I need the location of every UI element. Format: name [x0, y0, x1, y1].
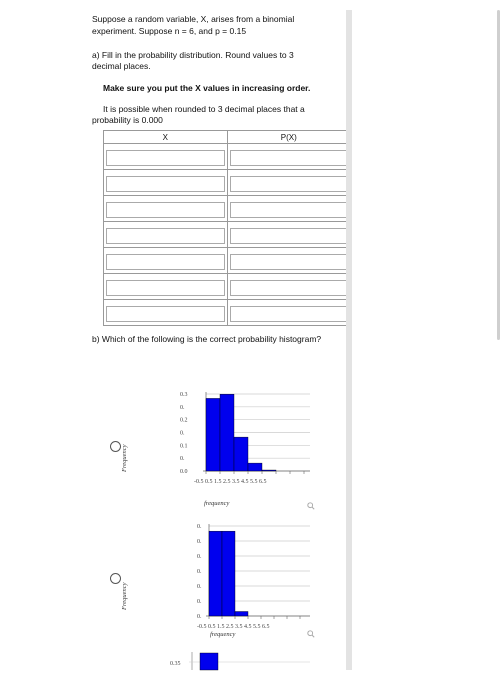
y-tick-label: 0.35	[170, 661, 181, 667]
x-input[interactable]	[106, 254, 225, 270]
zoom-icon[interactable]	[307, 502, 315, 510]
y-tick-label: 0.	[197, 569, 202, 575]
y-tick-label: 0.3	[180, 392, 188, 398]
y-tick-label: 0.2	[180, 417, 188, 424]
instruction-bold: Make sure you put the X values in increasing order.	[103, 83, 311, 93]
y-tick-label: 0.	[197, 599, 202, 605]
y-tick-label: 0.1	[180, 443, 188, 450]
x-input[interactable]	[106, 150, 225, 166]
px-input[interactable]	[230, 202, 349, 218]
histogram-bar	[206, 398, 220, 471]
px-input[interactable]	[230, 254, 349, 270]
option-1-radio[interactable]	[110, 441, 121, 452]
table-row	[104, 222, 351, 248]
option-1-xlabel: frequency	[204, 500, 230, 507]
x-input[interactable]	[106, 306, 225, 322]
histogram-bar	[200, 653, 218, 670]
y-tick-label: 0.	[197, 524, 202, 530]
px-input[interactable]	[230, 280, 349, 296]
x-tick-labels: -0.5 0.5 1.5 2.5 3.5 4.5 5.5 6.5	[194, 479, 267, 485]
px-input[interactable]	[230, 306, 349, 322]
probability-table	[103, 130, 351, 326]
x-tick-labels: -0.5 0.5 1.5 2.5 3.5 4.5 5.5 6.5	[197, 624, 270, 630]
x-input[interactable]	[106, 228, 225, 244]
option-2-xlabel: frequency	[210, 631, 236, 638]
part-a-line2: decimal places.	[92, 61, 151, 71]
column-header-px: P(X)	[227, 131, 351, 144]
x-input[interactable]	[106, 176, 225, 192]
histogram-bar	[235, 612, 248, 617]
px-input[interactable]	[230, 176, 349, 192]
note-line2: probability is 0.000	[92, 115, 163, 125]
y-tick-label: 0.	[197, 539, 202, 545]
table-row	[104, 170, 351, 196]
question-intro-line1: Suppose a random variable, X, arises from a binomial	[92, 14, 295, 24]
option-1-histogram	[170, 384, 315, 486]
y-tick-label: 0.	[197, 614, 202, 620]
x-input[interactable]	[106, 280, 225, 296]
part-b-prompt: b) Which of the following is the correct probability histogram?	[92, 334, 322, 344]
y-tick-label: 0.0	[180, 469, 188, 475]
table-row	[104, 196, 351, 222]
option-3-histogram	[170, 650, 315, 670]
note-line1: It is possible when rounded to 3 decimal places that a	[103, 104, 305, 114]
option-2-histogram	[195, 516, 315, 630]
zoom-icon[interactable]	[307, 630, 315, 638]
y-tick-label: 0.	[197, 554, 202, 560]
option-2-radio[interactable]	[110, 573, 121, 584]
histogram-bar	[248, 463, 262, 471]
content-divider	[346, 10, 352, 670]
option-1-ylabel: Frequency	[121, 444, 128, 472]
question-intro-line2: experiment. Suppose n = 6, and p = 0.15	[92, 26, 247, 36]
y-tick-label: 0.	[180, 456, 185, 463]
x-input[interactable]	[106, 202, 225, 218]
histogram-bar	[262, 470, 276, 471]
y-tick-label: 0.	[180, 404, 185, 411]
option-2-ylabel: Frequency	[121, 582, 128, 610]
px-input[interactable]	[230, 150, 349, 166]
histogram-bar	[234, 437, 248, 471]
histogram-bar	[209, 531, 222, 616]
column-header-x: X	[104, 131, 228, 144]
table-row	[104, 248, 351, 274]
y-tick-label: 0.	[180, 430, 185, 437]
table-row	[104, 274, 351, 300]
table-row	[104, 300, 351, 326]
part-a-line1: a) Fill in the probability distribution. Round values to 3	[92, 50, 294, 60]
table-row	[104, 144, 351, 170]
scrollbar[interactable]	[497, 10, 500, 340]
px-input[interactable]	[230, 228, 349, 244]
histogram-bar	[222, 531, 235, 616]
y-tick-label: 0.	[197, 584, 202, 590]
histogram-bar	[220, 394, 234, 471]
